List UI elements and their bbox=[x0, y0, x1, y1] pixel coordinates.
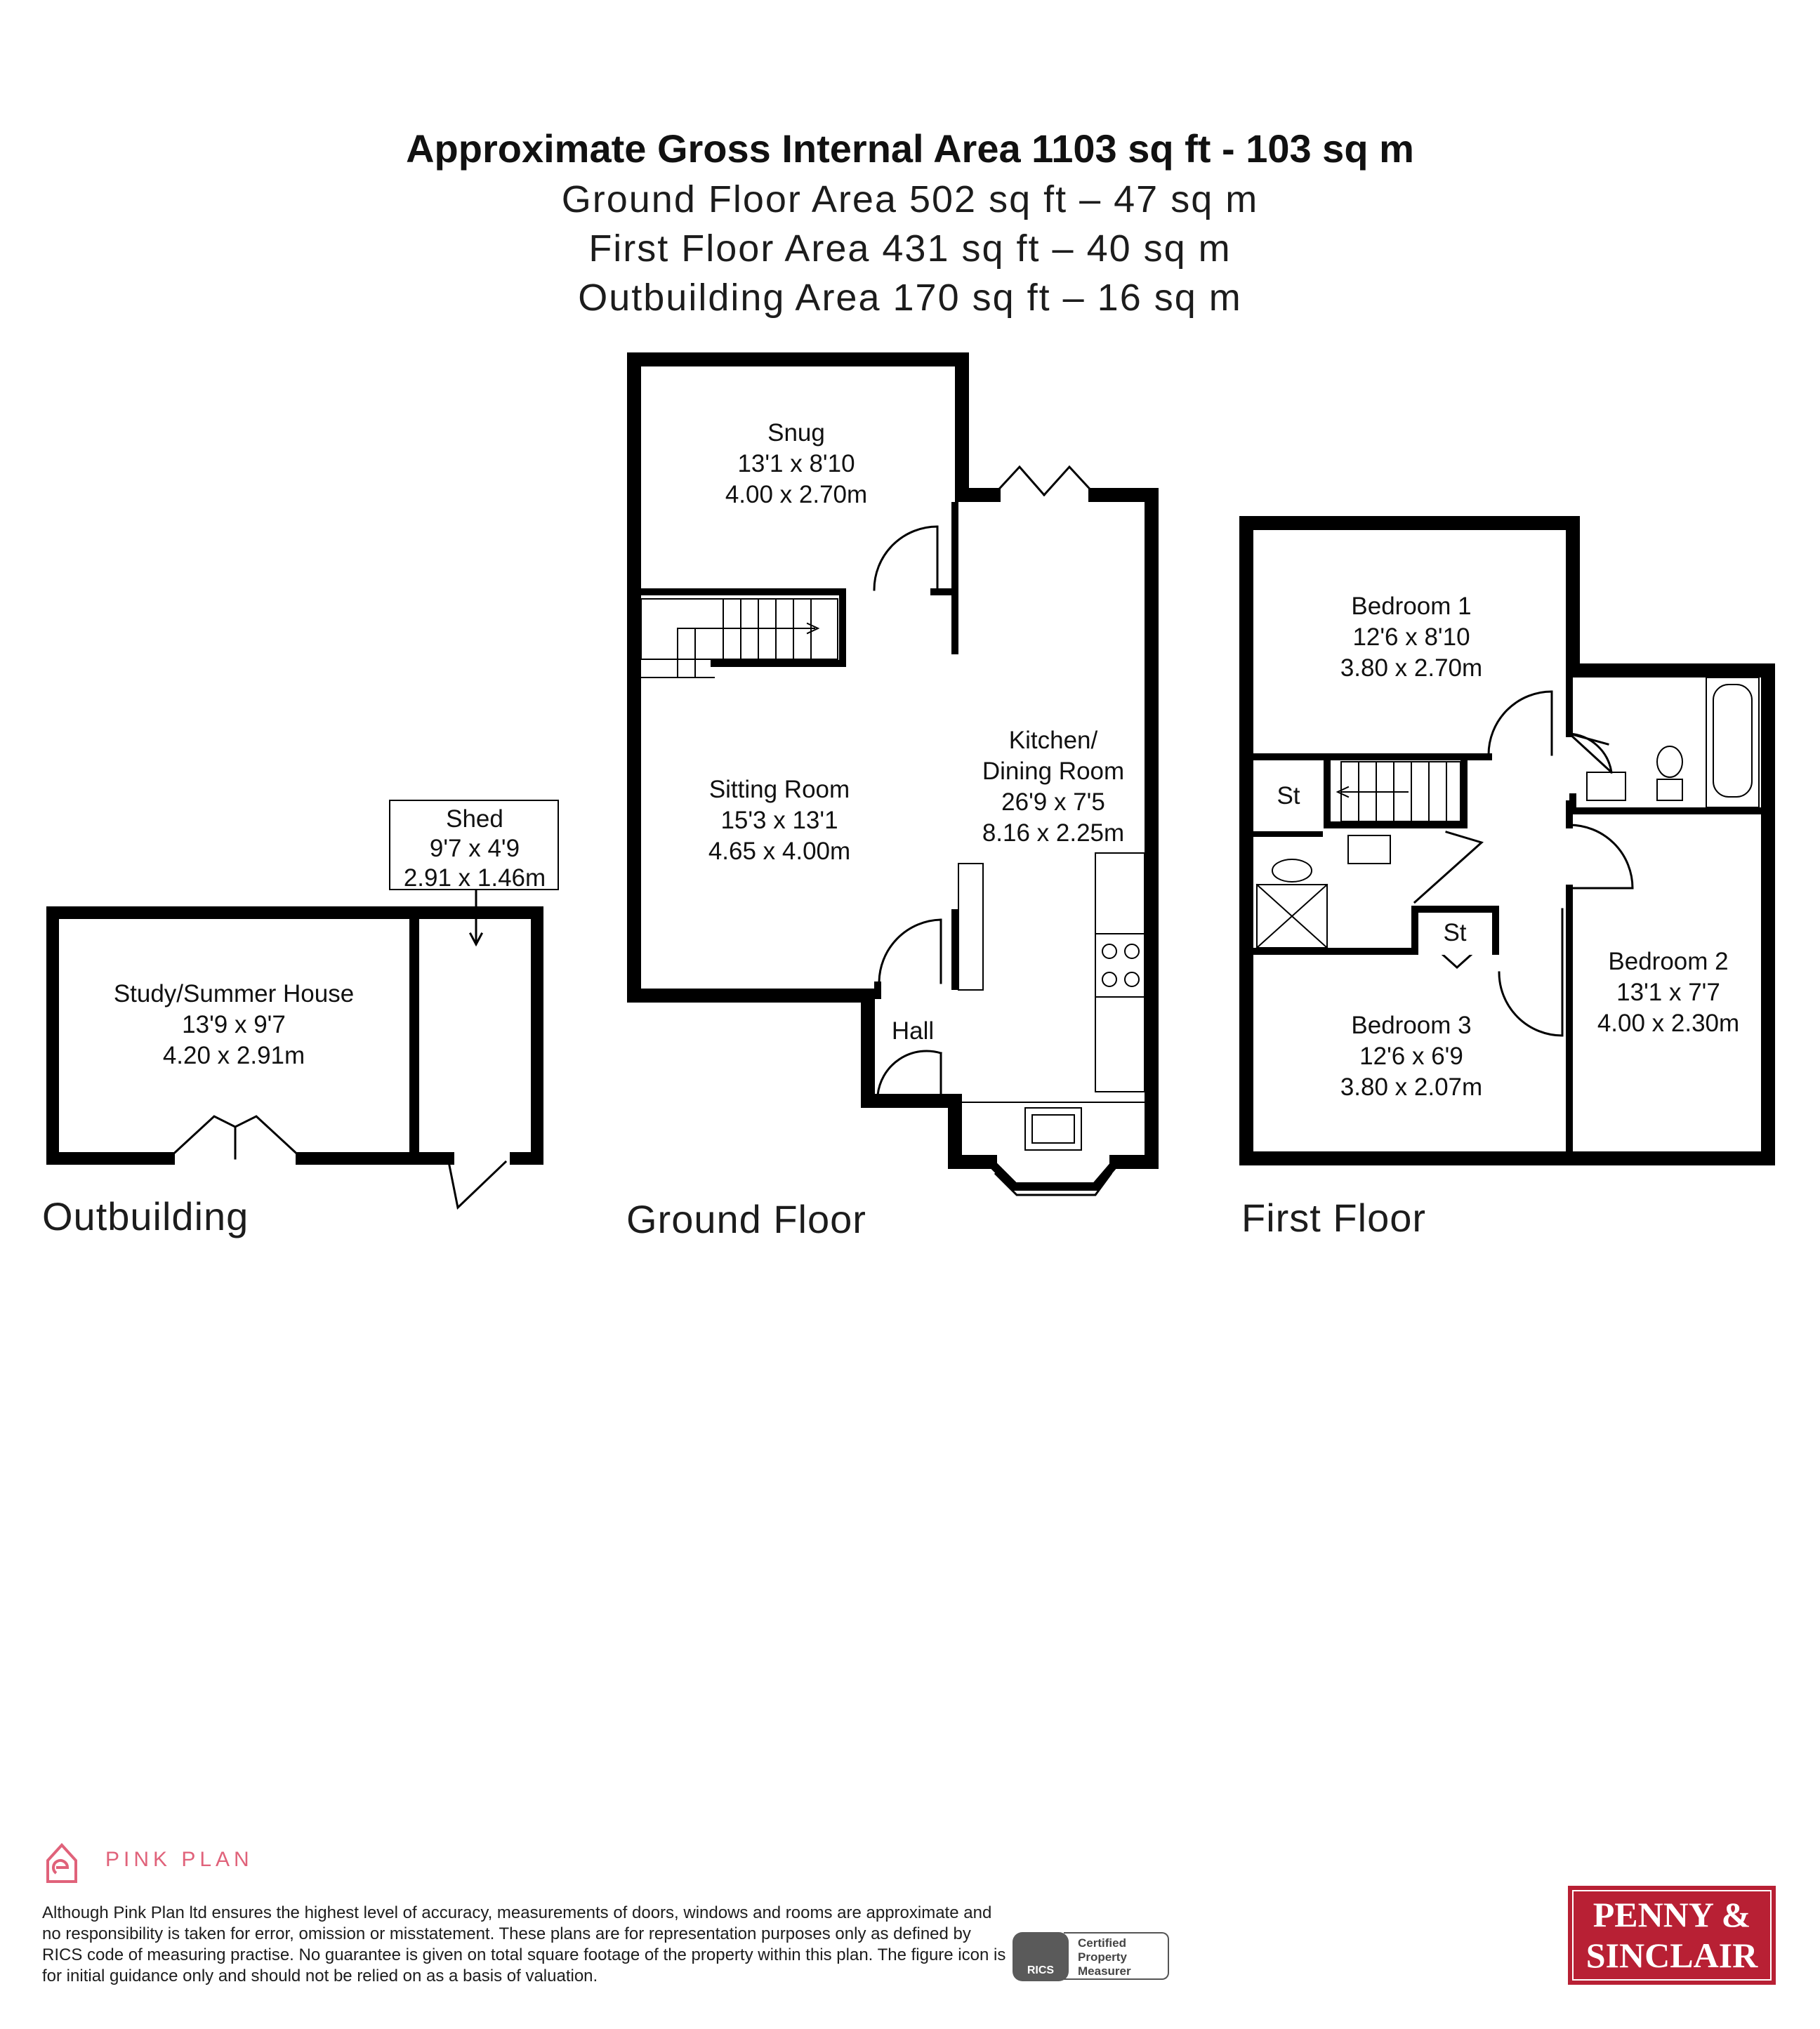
bedroom1-name: Bedroom 1 bbox=[1351, 593, 1472, 620]
snug-imperial: 13'1 x 8'10 bbox=[737, 450, 855, 477]
kitchen-name-line2: Dining Room bbox=[982, 758, 1125, 785]
first-floor-title: First Floor bbox=[1241, 1196, 1426, 1240]
rics-line-2: Property bbox=[1078, 1950, 1127, 1964]
rics-logo bbox=[1013, 1932, 1069, 1981]
first-floor-area: First Floor Area 431 sq ft – 40 sq m bbox=[588, 227, 1232, 270]
ground-floor-title: Ground Floor bbox=[626, 1197, 866, 1241]
ground-floor-area: Ground Floor Area 502 sq ft – 47 sq m bbox=[561, 178, 1259, 220]
bedroom2-name: Bedroom 2 bbox=[1608, 948, 1729, 975]
study-metric: 4.20 x 2.91m bbox=[162, 1042, 305, 1069]
bedroom1-metric: 3.80 x 2.70m bbox=[1340, 654, 1483, 682]
kitchen-name-line1: Kitchen/ bbox=[1008, 727, 1098, 754]
rics-label: RICS bbox=[1027, 1964, 1055, 1976]
snug-name: Snug bbox=[767, 419, 825, 447]
bedroom1-imperial: 12'6 x 8'10 bbox=[1352, 623, 1470, 651]
snug-metric: 4.00 x 2.70m bbox=[725, 481, 868, 508]
study-name: Study/Summer House bbox=[113, 980, 355, 1007]
bedroom3-name: Bedroom 3 bbox=[1351, 1012, 1472, 1039]
sitting-room-metric: 4.65 x 4.00m bbox=[708, 838, 851, 865]
shed-imperial: 9'7 x 4'9 bbox=[429, 835, 520, 862]
bedroom2-imperial: 13'1 x 7'7 bbox=[1616, 979, 1720, 1006]
store1-name: St bbox=[1277, 782, 1300, 809]
kitchen-metric: 8.16 x 2.25m bbox=[982, 819, 1125, 847]
rics-line-1: Certified bbox=[1078, 1936, 1126, 1950]
outbuilding-title: Outbuilding bbox=[42, 1194, 249, 1238]
penny-sinclair-logo bbox=[1568, 1886, 1776, 1985]
gross-area-title: Approximate Gross Internal Area 1103 sq ft - 103 sq m bbox=[406, 126, 1414, 171]
store2-name: St bbox=[1443, 919, 1467, 946]
rics-certified-badge bbox=[1064, 1932, 1169, 1980]
study-imperial: 13'9 x 9'7 bbox=[182, 1011, 286, 1038]
brand-line-2: SINCLAIR bbox=[1585, 1936, 1758, 1975]
bedroom2-metric: 4.00 x 2.30m bbox=[1597, 1010, 1740, 1037]
shed-name: Shed bbox=[446, 805, 503, 833]
hall-name: Hall bbox=[891, 1017, 935, 1045]
brand-line-1: PENNY & bbox=[1592, 1895, 1751, 1934]
floor-titles bbox=[42, 1194, 1426, 1241]
sitting-room-imperial: 15'3 x 13'1 bbox=[720, 807, 838, 834]
kitchen-imperial: 26'9 x 7'5 bbox=[1001, 788, 1105, 816]
sitting-room-name: Sitting Room bbox=[708, 776, 850, 803]
pink-plan-logo bbox=[48, 1845, 76, 1882]
shed-metric: 2.91 x 1.46m bbox=[403, 864, 546, 892]
bedroom3-metric: 3.80 x 2.07m bbox=[1340, 1073, 1483, 1101]
outbuilding-area: Outbuilding Area 170 sq ft – 16 sq m bbox=[578, 277, 1242, 319]
disclaimer-text: Although Pink Plan ltd ensures the highest level of accuracy, measurements of doors, windows and rooms are approximate and no responsibility is taken for error, omission or misstatement. These plans are for representation purposes only as defined by RICS code of measuring practise. No guarantee is given on total square footage of the property within this plan. The figure icon is for initial guidance only and should not be relied on as a basis of valuation. bbox=[42, 1903, 1006, 1985]
bedroom3-imperial: 12'6 x 6'9 bbox=[1359, 1043, 1463, 1070]
pink-plan-wordmark: PINK PLAN bbox=[105, 1848, 253, 1871]
first-floor-plan bbox=[1246, 518, 1768, 1163]
rics-line-3: Measurer bbox=[1078, 1964, 1131, 1978]
